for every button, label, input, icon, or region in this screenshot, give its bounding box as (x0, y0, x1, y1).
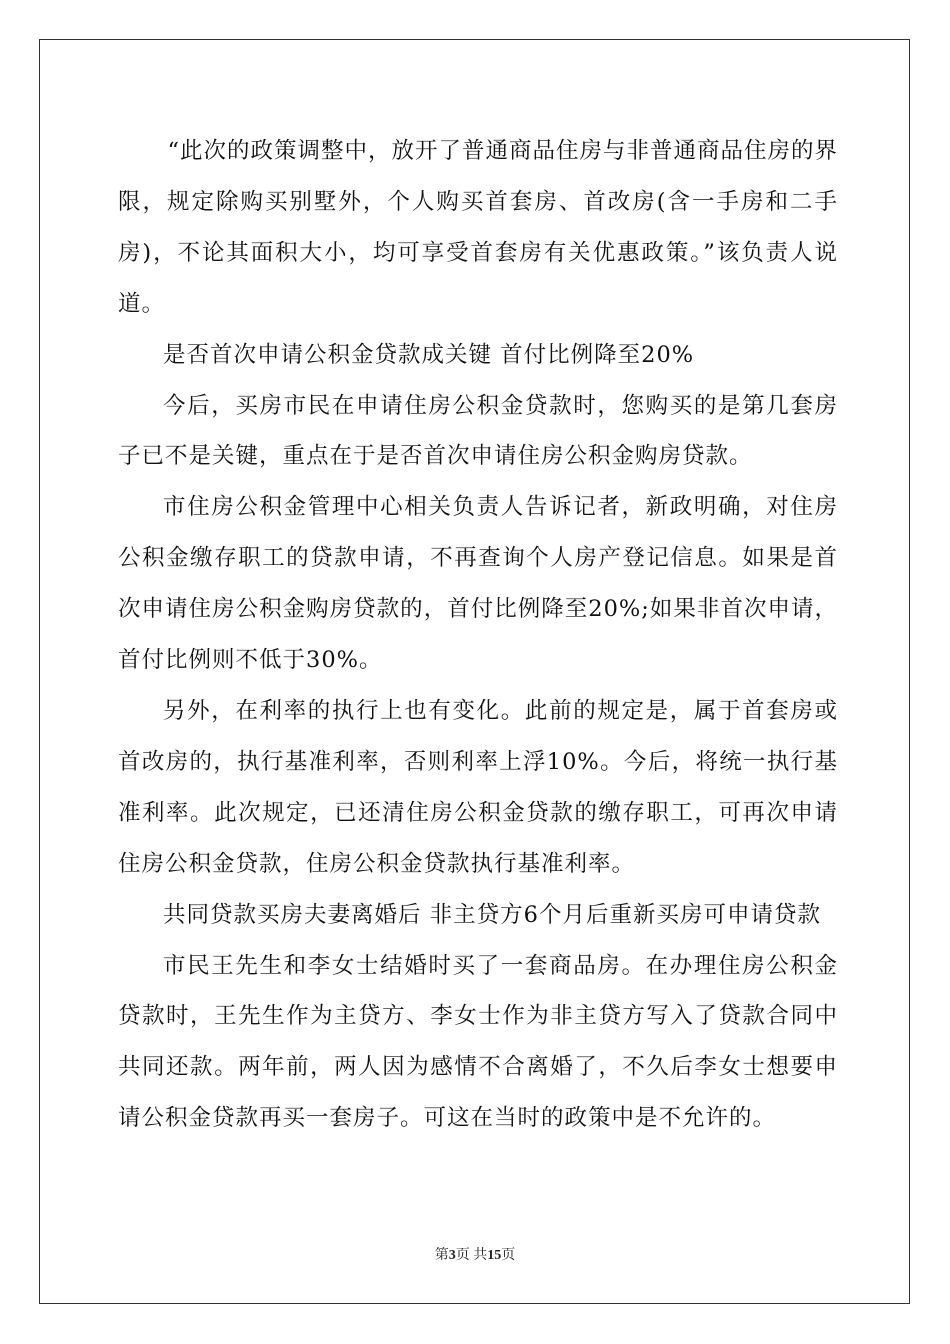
page-footer (0, 1244, 950, 1264)
page-prefix: 第 (434, 1248, 449, 1263)
section-heading-1: 是否首次申请公积金贷款成关键 首付比例降至20% (163, 341, 695, 368)
document-body (118, 126, 838, 1144)
paragraph-3: 市住房公积金管理中心相关负责人告诉记者，新政明确，对住房公积金缴存职工的贷款申请，不再查询个人房产登记信息。如果是首次申请住房公积金购房贷款的，首付比例降至20%;如果非首次申请，首付比例则不低于30%。 (118, 494, 838, 674)
page-current: 3 (448, 1248, 456, 1263)
paragraph-4: 另外，在利率的执行上也有变化。此前的规定是，属于首套房或首改房的，执行基准利率，否则利率上浮10%。今后，将统一执行基准利率。此次规定，已还清住房公积金贷款的缴存职工，可再次申请住房公积金贷款，住房公积金贷款执行基准利率。 (118, 697, 838, 877)
section-heading-2: 共同贷款买房夫妻离婚后 非主贷方6个月后重新买房可申请贷款 (163, 901, 821, 928)
page-suffix: 页 (501, 1248, 516, 1263)
page-mid: 页 共 (455, 1248, 488, 1263)
paragraph-2: 今后，买房市民在申请住房公积金贷款时，您购买的是第几套房子已不是关键，重点在于是否首次申请住房公积金购房贷款。 (118, 392, 838, 470)
page-total: 15 (487, 1248, 502, 1263)
paragraph-5: 市民王先生和李女士结婚时买了一套商品房。在办理住房公积金贷款时，王先生作为主贷方、李女士作为非主贷方写入了贷款合同中共同还款。两年前，两人因为感情不合离婚了，不久后李女士想要申请公积金贷款再买一套房子。可这在当时的政策中是不允许的。 (118, 952, 838, 1132)
paragraph-1: “此次的政策调整中，放开了普通商品住房与非普通商品住房的界限，规定除购买别墅外，个人购买首套房、首改房(含一手房和二手房)，不论其面积大小，均可享受首套房有关优惠政策。”该负责人说道。 (118, 138, 839, 317)
